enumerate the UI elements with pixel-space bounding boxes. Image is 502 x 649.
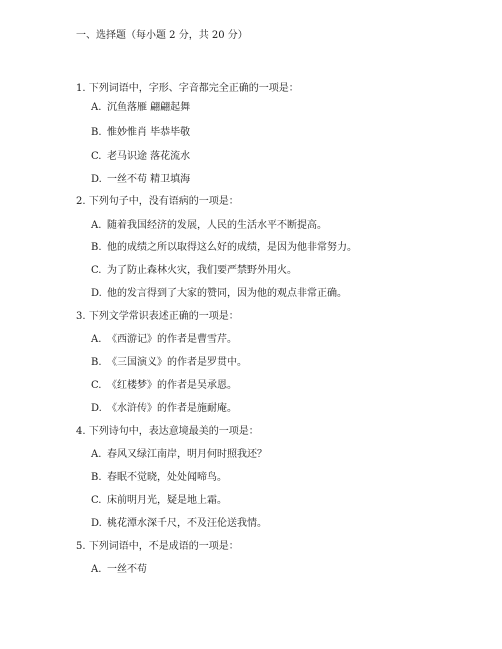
- option-text: 沉鱼落雁 翩翩起舞: [107, 102, 191, 113]
- section-title: 一、选择题（每小题 2 分，共 20 分）: [76, 30, 248, 41]
- question-4-option-c: [91, 495, 227, 507]
- option-letter: C.: [91, 380, 102, 391]
- question-4-option-b: [91, 472, 227, 484]
- option-text: 《西游记》的作者是曹雪芹。: [107, 334, 237, 345]
- question-1-option-d: [91, 174, 190, 186]
- option-letter: D.: [91, 518, 102, 529]
- option-letter: A.: [91, 449, 102, 460]
- question-number: 1.: [76, 83, 86, 94]
- option-text: 惟妙惟肖 毕恭毕敬: [107, 127, 191, 138]
- question-number: 4.: [76, 426, 86, 437]
- question-stem: 下列词语中，字形、字音都完全正确的一项是：: [88, 83, 299, 94]
- question-1-option-b: [91, 127, 190, 139]
- question-number: 2.: [76, 196, 86, 207]
- option-letter: A.: [91, 220, 102, 231]
- question-1-option-a: [91, 102, 190, 114]
- option-letter: B.: [91, 242, 102, 253]
- option-text: 随着我国经济的发展，人民的生活水平不断提高。: [107, 220, 327, 231]
- question-3: [76, 311, 239, 323]
- question-number: 5.: [76, 541, 86, 552]
- option-letter: A.: [91, 334, 102, 345]
- question-stem: 下列句子中，没有语病的一项是：: [88, 196, 239, 207]
- question-5-option-a: [91, 564, 147, 576]
- question-3-option-b: [91, 357, 247, 369]
- option-text: 一丝不苟 精卫填海: [107, 174, 191, 185]
- option-text: 老马识途 落花流水: [107, 151, 191, 162]
- question-3-option-a: [91, 334, 237, 346]
- option-letter: B.: [91, 357, 102, 368]
- question-stem: 下列词语中，不是成语的一项是：: [88, 541, 239, 552]
- question-3-option-c: [91, 380, 237, 392]
- question-stem: 下列诗句中，表达意境最美的一项是：: [88, 426, 259, 437]
- question-3-option-d: [91, 403, 237, 415]
- option-letter: D.: [91, 288, 102, 299]
- option-letter: D.: [91, 174, 102, 185]
- option-letter: B.: [91, 472, 102, 483]
- option-text: 为了防止森林火灾，我们要严禁野外用火。: [107, 265, 297, 276]
- option-text: 他的成绩之所以取得这么好的成绩，是因为他非常努力。: [107, 242, 357, 253]
- option-letter: C.: [91, 151, 102, 162]
- question-5: [76, 541, 239, 553]
- option-text: 《三国演义》的作者是罗贯中。: [107, 357, 247, 368]
- option-text: 春风又绿江南岸，明月何时照我还？: [107, 449, 267, 460]
- option-letter: A.: [91, 564, 102, 575]
- question-4-option-a: [91, 449, 267, 461]
- question-1-option-c: [91, 151, 190, 163]
- question-2-option-d: [91, 288, 347, 300]
- option-letter: C.: [91, 265, 102, 276]
- question-1: [76, 83, 299, 95]
- question-4-option-d: [91, 518, 267, 530]
- question-number: 3.: [76, 311, 86, 322]
- option-text: 《红楼梦》的作者是吴承恩。: [107, 380, 237, 391]
- option-text: 床前明月光，疑是地上霜。: [107, 495, 227, 506]
- question-stem: 下列文学常识表述正确的一项是：: [88, 311, 239, 322]
- option-letter: D.: [91, 403, 102, 414]
- question-4: [76, 426, 259, 438]
- option-letter: B.: [91, 127, 102, 138]
- question-2-option-a: [91, 220, 327, 232]
- question-2-option-b: [91, 242, 357, 254]
- option-text: 《水浒传》的作者是施耐庵。: [107, 403, 237, 414]
- option-text: 春眠不觉晓，处处闻啼鸟。: [107, 472, 227, 483]
- question-2: [76, 196, 239, 208]
- option-text: 一丝不苟: [107, 564, 147, 575]
- option-text: 他的发言得到了大家的赞同，因为他的观点非常正确。: [107, 288, 347, 299]
- option-letter: C.: [91, 495, 102, 506]
- option-text: 桃花潭水深千尺，不及汪伦送我情。: [107, 518, 267, 529]
- question-2-option-c: [91, 265, 297, 277]
- option-letter: A.: [91, 102, 102, 113]
